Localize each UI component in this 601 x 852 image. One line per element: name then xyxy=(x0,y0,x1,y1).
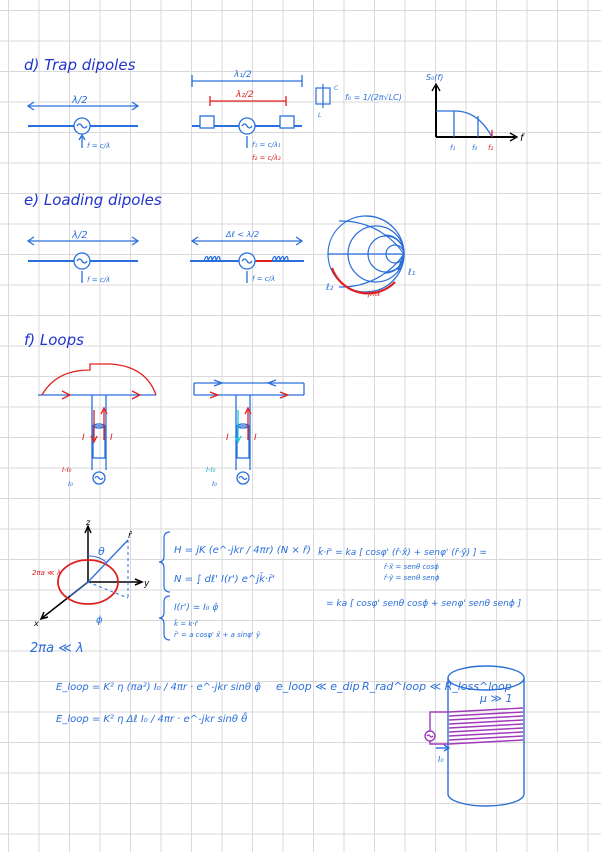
eq-H: H = jK (e^-jkr / 4πr) (N × r̂) xyxy=(174,545,311,556)
graph-tick-f1: f₁ xyxy=(450,144,456,152)
label-I-left-b: I xyxy=(110,433,113,443)
label-phi: ϕ xyxy=(96,615,103,626)
heading-trap-dipoles: d) Trap dipoles xyxy=(24,56,136,74)
label-I-I0-right: I-I₀ xyxy=(206,466,216,474)
label-f1-eq: f₁ = c/λ₁ xyxy=(252,141,281,149)
f0-formula: f₀ = 1/(2π√LC) xyxy=(345,93,402,102)
graph-tick-f2: f₂ xyxy=(488,144,494,152)
eq-E-loop-1: E_loop = K² η (πa²) I₀ / 4πr · e^-jkr sinθ φ̂ xyxy=(56,682,261,693)
label-l1: ℓ₁ xyxy=(408,268,416,278)
label-2pia-small: 2πa ≪ λ xyxy=(32,569,61,577)
label-lambda-half-2: λ/2 xyxy=(72,230,88,241)
label-lambda-half: λ/2 xyxy=(72,95,88,106)
label-lambda2-half: λ₂/2 xyxy=(236,90,254,100)
axis-label-x: x xyxy=(34,619,39,628)
label-I0-core: I₀ xyxy=(438,755,444,764)
dipole-loaded xyxy=(190,237,304,283)
label-I0-left: I₀ xyxy=(68,480,73,488)
heading-loops: f) Loops xyxy=(24,331,84,349)
eq-N: N = ∫ dℓ' I(r') e^jk̄·r̄' xyxy=(174,574,275,585)
loop-diagram-left xyxy=(38,364,156,484)
eq-R-compare: R_rad^loop ≪ R_loss^loop xyxy=(362,680,512,693)
eq-ry: r̂·ŷ = senθ senϕ xyxy=(384,574,440,582)
label-lc-L: L xyxy=(318,112,322,119)
axis-label-z: z xyxy=(86,518,91,527)
resonance-graph xyxy=(432,84,517,141)
label-mu: μ ≫ 1 xyxy=(480,692,513,705)
smith-chart xyxy=(328,216,404,293)
label-I-left-a: I xyxy=(82,433,85,443)
label-lc-C: C xyxy=(334,85,339,92)
eq-rprime: r̄' = a cosφ' x̂ + a sinφ' ŷ xyxy=(174,631,261,639)
eq-I: I(r') = I₀ φ̂ xyxy=(174,603,219,613)
label-r-hat: r̂ xyxy=(128,531,132,541)
graph-xlabel: f xyxy=(520,133,524,144)
brace-left xyxy=(159,532,170,640)
axis-label-y: y xyxy=(144,579,150,589)
eq-e-compare: e_loop ≪ e_dip xyxy=(276,680,360,693)
graph-tick-f0: f₀ xyxy=(472,144,478,152)
heading-loading-dipoles: e) Loading dipoles xyxy=(24,191,162,209)
label-lambda1-half: λ₁/2 xyxy=(234,70,252,80)
dipole-simple-loading xyxy=(28,237,138,283)
label-2pia-bottom: 2πa ≪ λ xyxy=(30,641,84,656)
dipole-trap xyxy=(192,75,302,148)
graph-ylabel: S₀(f) xyxy=(426,73,444,82)
eq-k: k̄ = k·r̂ xyxy=(174,620,198,628)
label-theta: θ xyxy=(98,545,105,558)
label-jxl: jX₀ℓ xyxy=(368,290,381,298)
eq-kr: k̄·r̄' = ka [ cosφ' (r̂·x̂) + senφ' (r̂·ŷ) ] = xyxy=(318,548,487,558)
eq-rx: r̂·x̂ = senθ cosϕ xyxy=(384,563,439,571)
label-I-right-a: I xyxy=(226,433,229,443)
label-l2: ℓ₂ xyxy=(326,283,334,293)
dipole-simple-trap xyxy=(28,102,138,148)
label-I0-right: I₀ xyxy=(212,480,217,488)
label-I-right-b: I xyxy=(254,433,257,443)
label-f-eq: f = c/λ xyxy=(87,142,111,150)
lc-trap-symbol xyxy=(316,84,330,108)
label-delta-l: Δℓ < λ/2 xyxy=(226,230,260,239)
label-I-I0-left: I-I₀ xyxy=(62,466,72,474)
label-f2-eq: f₂ = c/λ₂ xyxy=(252,154,281,162)
eq-kr-result: = ka [ cosφ' senθ cosϕ + senφ' senθ senϕ ] xyxy=(326,599,522,609)
label-f-eq-3: f = c/λ xyxy=(252,275,276,283)
eq-E-loop-2: E_loop = K² η Δℓ I₀ / 4πr · e^-jkr sinθ θ̂ xyxy=(56,714,248,725)
label-f-eq-2: f = c/λ xyxy=(87,276,111,284)
